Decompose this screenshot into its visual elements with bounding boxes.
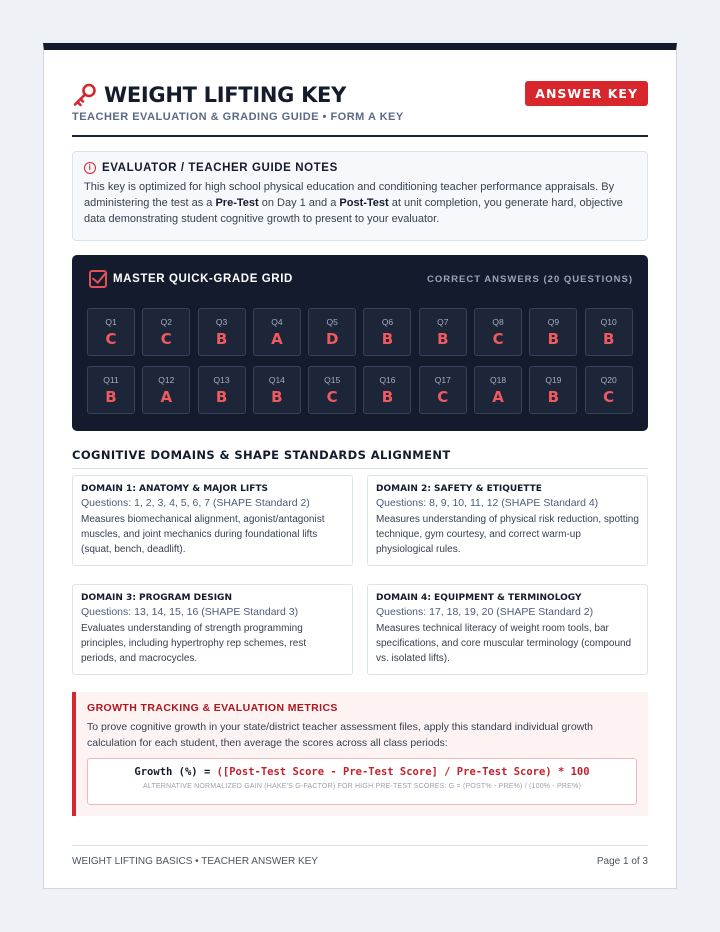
answer-cell	[474, 366, 522, 414]
answer-key-page	[43, 43, 677, 889]
question-number: Q3	[215, 317, 228, 327]
correct-answer: C	[492, 330, 504, 348]
domain-card	[367, 584, 648, 675]
domain-name: DOMAIN 2: SAFETY & ETIQUETTE	[376, 484, 542, 494]
page-header	[72, 77, 648, 137]
question-number: Q10	[600, 317, 617, 327]
correct-answer: B	[215, 330, 228, 348]
answer-cell	[363, 308, 411, 356]
question-number: Q2	[160, 317, 172, 327]
correct-answer: C	[105, 330, 117, 348]
answer-cell	[87, 308, 135, 356]
growth-formula	[88, 766, 636, 778]
question-number: Q5	[326, 317, 338, 327]
correct-answer: B	[602, 330, 615, 348]
answer-cell	[87, 366, 135, 414]
answer-cell	[198, 308, 246, 356]
page-subtitle: TEACHER EVALUATION & GRADING GUIDE • FORM A KEY	[72, 111, 404, 123]
grid-title: MASTER QUICK-GRADE GRID	[113, 273, 293, 285]
domain-questions: Questions: 13, 14, 15, 16 (SHAPE Standard 3)	[81, 606, 299, 618]
correct-answer: C	[160, 330, 172, 348]
answer-cell	[253, 308, 301, 356]
domain-questions: Questions: 17, 18, 19, 20 (SHAPE Standard 2)	[376, 606, 594, 618]
correct-answer: A	[492, 388, 504, 406]
formula-lhs: Growth (%) =	[134, 766, 217, 778]
answer-cell	[363, 366, 411, 414]
question-number: Q4	[271, 317, 283, 327]
answer-cell	[529, 366, 577, 414]
correct-answer: B	[381, 388, 394, 406]
correct-answer: B	[547, 388, 560, 406]
growth-title: GROWTH TRACKING & EVALUATION METRICS	[87, 702, 338, 714]
correct-answer: A	[160, 388, 173, 406]
answer-key-badge: ANSWER KEY	[525, 81, 648, 106]
correct-answer: D	[325, 330, 339, 348]
answer-cell	[585, 366, 633, 414]
correct-answer: B	[215, 388, 228, 406]
page-title: WEIGHT LIFTING KEY	[104, 83, 346, 107]
answer-cell	[419, 308, 467, 356]
correct-answer: C	[603, 388, 615, 406]
growth-body: To prove cognitive growth in your state/district teacher assessment files, apply this standard individual growth calculation for each student, then average the scores across all class periods:	[87, 721, 593, 749]
formula-rhs: ([Post-Test Score - Pre-Test Score] / Pre-Test Score) * 100	[216, 766, 590, 778]
answer-cell	[529, 308, 577, 356]
answer-cell	[474, 308, 522, 356]
notes-body	[84, 179, 636, 227]
answer-cell	[419, 366, 467, 414]
question-number: Q11	[103, 375, 119, 385]
domain-description: Evaluates understanding of strength programming principles, including hypertrophy rep schemes, rest periods, and macrocycles.	[81, 623, 307, 664]
question-number: Q7	[437, 317, 449, 327]
answer-cell	[308, 308, 356, 356]
grid-subtitle: CORRECT ANSWERS (20 QUESTIONS)	[427, 274, 633, 285]
info-icon: i	[84, 162, 96, 174]
answer-cell	[142, 366, 190, 414]
question-number: Q6	[381, 317, 394, 327]
question-number: Q12	[158, 375, 175, 385]
question-number: Q16	[379, 375, 396, 385]
notes-text-2: on Day 1 and a	[258, 197, 340, 209]
domain-description: Measures understanding of physical risk reduction, spotting technique, gym courtesy, and correct warm-up physiological rules.	[376, 514, 639, 555]
answer-cell	[585, 308, 633, 356]
answer-cell	[253, 366, 301, 414]
domain-card	[72, 584, 353, 675]
domain-card	[367, 475, 648, 566]
quick-grade-grid	[72, 255, 648, 431]
question-number: Q9	[547, 317, 560, 327]
notes-text-3: at unit completion, you generate hard, objective data demonstrating student cognitive growth to present to your evaluator.	[84, 197, 623, 225]
domain-name: DOMAIN 4: EQUIPMENT & TERMINOLOGY	[376, 593, 582, 603]
question-number: Q1	[105, 317, 117, 327]
checkbox-checked-icon	[89, 270, 107, 288]
question-number: Q8	[492, 317, 504, 327]
domain-questions: Questions: 8, 9, 10, 11, 12 (SHAPE Standard 4)	[376, 497, 599, 509]
formula-box	[87, 758, 637, 805]
question-number: Q19	[545, 375, 562, 385]
footer-title: WEIGHT LIFTING BASICS • TEACHER ANSWER KEY	[72, 856, 318, 867]
notes-post-test: Post-Test	[339, 197, 389, 209]
question-number: Q14	[268, 375, 285, 385]
domain-description: Measures biomechanical alignment, agonist/antagonist muscles, and joint mechanics during foundational lifts (squat, bench, deadlift).	[81, 514, 325, 555]
correct-answer: B	[547, 330, 560, 348]
question-number: Q13	[213, 375, 230, 385]
alternative-formula: ALTERNATIVE NORMALIZED GAIN (HAKE'S G-FACTOR) FOR HIGH PRE-TEST SCORES: G = (POST% - PRE%) / (100% - PRE%)	[143, 783, 581, 790]
answer-cells	[87, 308, 633, 414]
page-footer	[72, 845, 648, 875]
notes-pre-test: Pre-Test	[215, 197, 259, 209]
correct-answer: B	[381, 330, 394, 348]
correct-answer: B	[271, 388, 283, 406]
question-number: Q17	[434, 375, 451, 385]
answer-cell	[142, 308, 190, 356]
correct-answer: C	[326, 388, 338, 406]
correct-answer: B	[437, 330, 449, 348]
answer-cell	[198, 366, 246, 414]
correct-answer: C	[437, 388, 449, 406]
domain-name: DOMAIN 3: PROGRAM DESIGN	[81, 593, 232, 603]
notes-text-1: This key is optimized for high school physical education and conditioning teacher performance appraisals. By administering the test as a	[84, 181, 615, 209]
domain-name: DOMAIN 1: ANATOMY & MAJOR LIFTS	[81, 484, 269, 494]
domain-card	[72, 475, 353, 566]
domain-description: Measures technical literacy of weight room tools, bar specifications, and core muscular terminology (compound vs. isolated lifts).	[376, 623, 632, 664]
page-number: Page 1 of 3	[596, 856, 648, 867]
key-icon	[72, 82, 98, 108]
question-number: Q20	[600, 375, 617, 385]
notes-title: EVALUATOR / TEACHER GUIDE NOTES	[102, 162, 338, 174]
correct-answer: B	[105, 388, 117, 406]
teacher-notes-box	[72, 151, 648, 241]
domains-section-title: COGNITIVE DOMAINS & SHAPE STANDARDS ALIGNMENT	[72, 448, 648, 469]
growth-metrics-box	[72, 692, 648, 816]
correct-answer: A	[271, 330, 283, 348]
question-number: Q15	[324, 375, 341, 385]
question-number: Q18	[490, 375, 507, 385]
answer-cell	[308, 366, 356, 414]
domain-questions: Questions: 1, 2, 3, 4, 5, 6, 7 (SHAPE Standard 2)	[81, 497, 310, 509]
